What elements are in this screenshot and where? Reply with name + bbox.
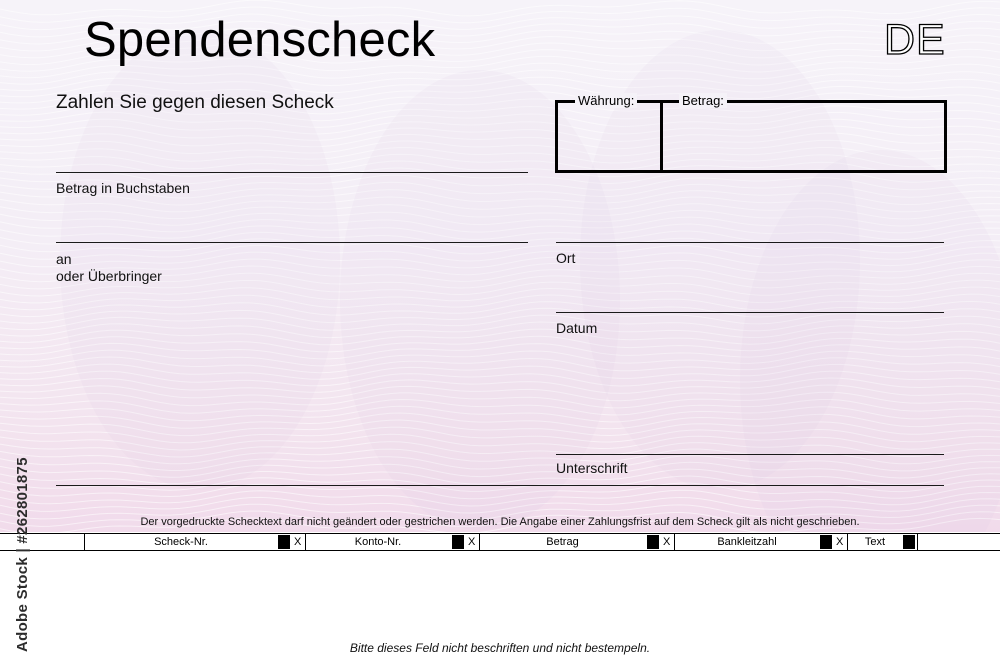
amount-words-line[interactable] bbox=[56, 172, 528, 173]
codeline-divider bbox=[847, 534, 848, 550]
signature-line[interactable] bbox=[556, 454, 944, 455]
payment-instruction: Zahlen Sie gegen diesen Scheck bbox=[56, 92, 334, 113]
codeline-block bbox=[278, 535, 290, 549]
codeline-divider bbox=[479, 534, 480, 550]
codeline-field-check-number: Scheck-Nr. bbox=[154, 536, 208, 548]
codeline-divider bbox=[674, 534, 675, 550]
codeline-separator: X bbox=[468, 536, 476, 548]
codeline-block bbox=[452, 535, 464, 549]
codeline-divider bbox=[917, 534, 918, 550]
amount-field-label: Betrag: bbox=[679, 93, 727, 108]
codeline-separator: X bbox=[294, 536, 302, 548]
cheque-title: Spendenscheck bbox=[84, 13, 436, 67]
currency-field-label: Währung: bbox=[575, 93, 637, 108]
date-label: Datum bbox=[556, 320, 598, 336]
amount-words-label: Betrag in Buchstaben bbox=[56, 180, 190, 196]
codeline-divider bbox=[305, 534, 306, 550]
codeline-divider bbox=[84, 534, 85, 550]
amount-box bbox=[555, 93, 947, 173]
footer-note: Bitte dieses Feld nicht beschriften und nicht bestempeln. bbox=[349, 641, 651, 655]
payee-label: an bbox=[56, 251, 72, 267]
place-label: Ort bbox=[556, 250, 576, 266]
disclaimer-text: Der vorgedruckte Schecktext darf nicht geändert oder gestrichen werden. Die Angabe einer Zahlungsfrist auf dem Scheck gilt als nicht geschrieben. bbox=[140, 516, 860, 528]
codeline-field-amount: Betrag bbox=[546, 536, 579, 548]
amount-field[interactable] bbox=[663, 103, 944, 170]
payee-label-bearer: oder Überbringer bbox=[56, 268, 162, 284]
codeline-field-text: Text bbox=[864, 536, 886, 548]
bottom-rule bbox=[56, 485, 944, 486]
codeline-block bbox=[820, 535, 832, 549]
codeline-field-bank-code: Bankleitzahl bbox=[717, 536, 777, 548]
country-code: DE bbox=[884, 16, 946, 64]
codeline-block bbox=[903, 535, 915, 549]
watermark-label: Adobe Stock | #262801875 bbox=[14, 457, 31, 652]
codeline-strip bbox=[0, 533, 1000, 551]
date-line[interactable] bbox=[556, 312, 944, 313]
stock-watermark bbox=[12, 430, 32, 652]
payee-line[interactable] bbox=[56, 242, 528, 243]
signature-label: Unterschrift bbox=[556, 460, 628, 476]
codeline-separator: X bbox=[663, 536, 671, 548]
place-line[interactable] bbox=[556, 242, 944, 243]
codeline-separator: X bbox=[836, 536, 844, 548]
codeline-field-account-number: Konto-Nr. bbox=[354, 536, 402, 548]
currency-field[interactable] bbox=[558, 103, 660, 170]
codeline-block bbox=[647, 535, 659, 549]
